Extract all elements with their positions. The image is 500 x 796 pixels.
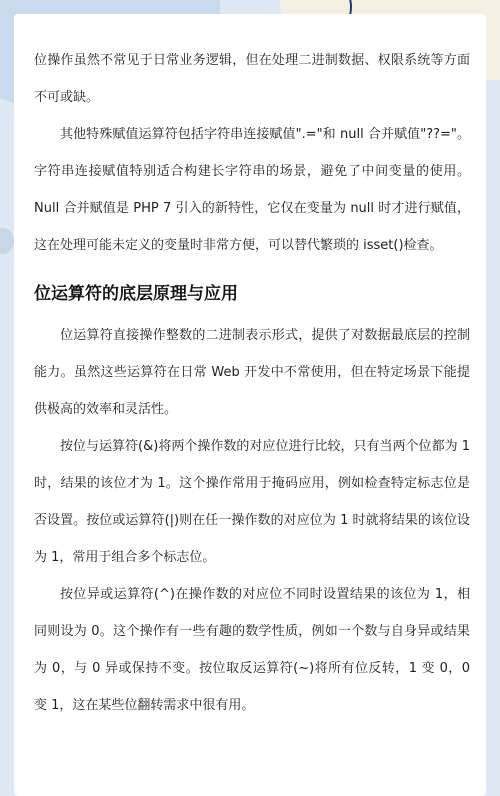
paragraph-bitwise-xor-not: 按位异或运算符(^)在操作数的对应位不同时设置结果的该位为 1，相同则设为 0。这个操作有一些有趣的数学性质，例如一个数与自身异或结果为 0，与 0 异或保持不变。按位取反运算符(~)将所有位反转，1 变 0，0 变 1，这在某些位翻转需求中很有用。 — [34, 587, 470, 713]
paragraph-special-assignment: 其他特殊赋值运算符包括字符串连接赋值".="和 null 合并赋值"??="。字符串连接赋值特别适合构建长字符串的场景，避免了中间变量的使用。Null 合并赋值是 PHP 7 引入的新特性，它仅在变量为 null 时才进行赋值，这在处理可能未定义的变量时非常方便，可以替代繁琐的 isset()检查。 — [34, 127, 470, 253]
paragraph-continuation: 位操作虽然不常见于日常业务逻辑，但在处理二进制数据、权限系统等方面不可或缺。 — [34, 53, 470, 105]
paragraph-bitwise-intro: 位运算符直接操作整数的二进制表示形式，提供了对数据最底层的控制能力。虽然这些运算符在日常 Web 开发中不常使用，但在特定场景下能提供极高的效率和灵活性。 — [34, 328, 470, 417]
article-body — [34, 14, 470, 724]
background-bubble-left — [0, 228, 14, 254]
paragraph-bitwise-and-or: 按位与运算符(&)将两个操作数的对应位进行比较，只有当两个位都为 1 时，结果的该位才为 1。这个操作常用于掩码应用，例如检查特定标志位是否设置。按位或运算符(|)则在任一操作数的对应位为 1 时就将结果的该位设为 1，常用于组合多个标志位。 — [34, 439, 470, 565]
document-page — [14, 14, 486, 796]
section-heading: 位运算符的底层原理与应用 — [34, 284, 238, 304]
